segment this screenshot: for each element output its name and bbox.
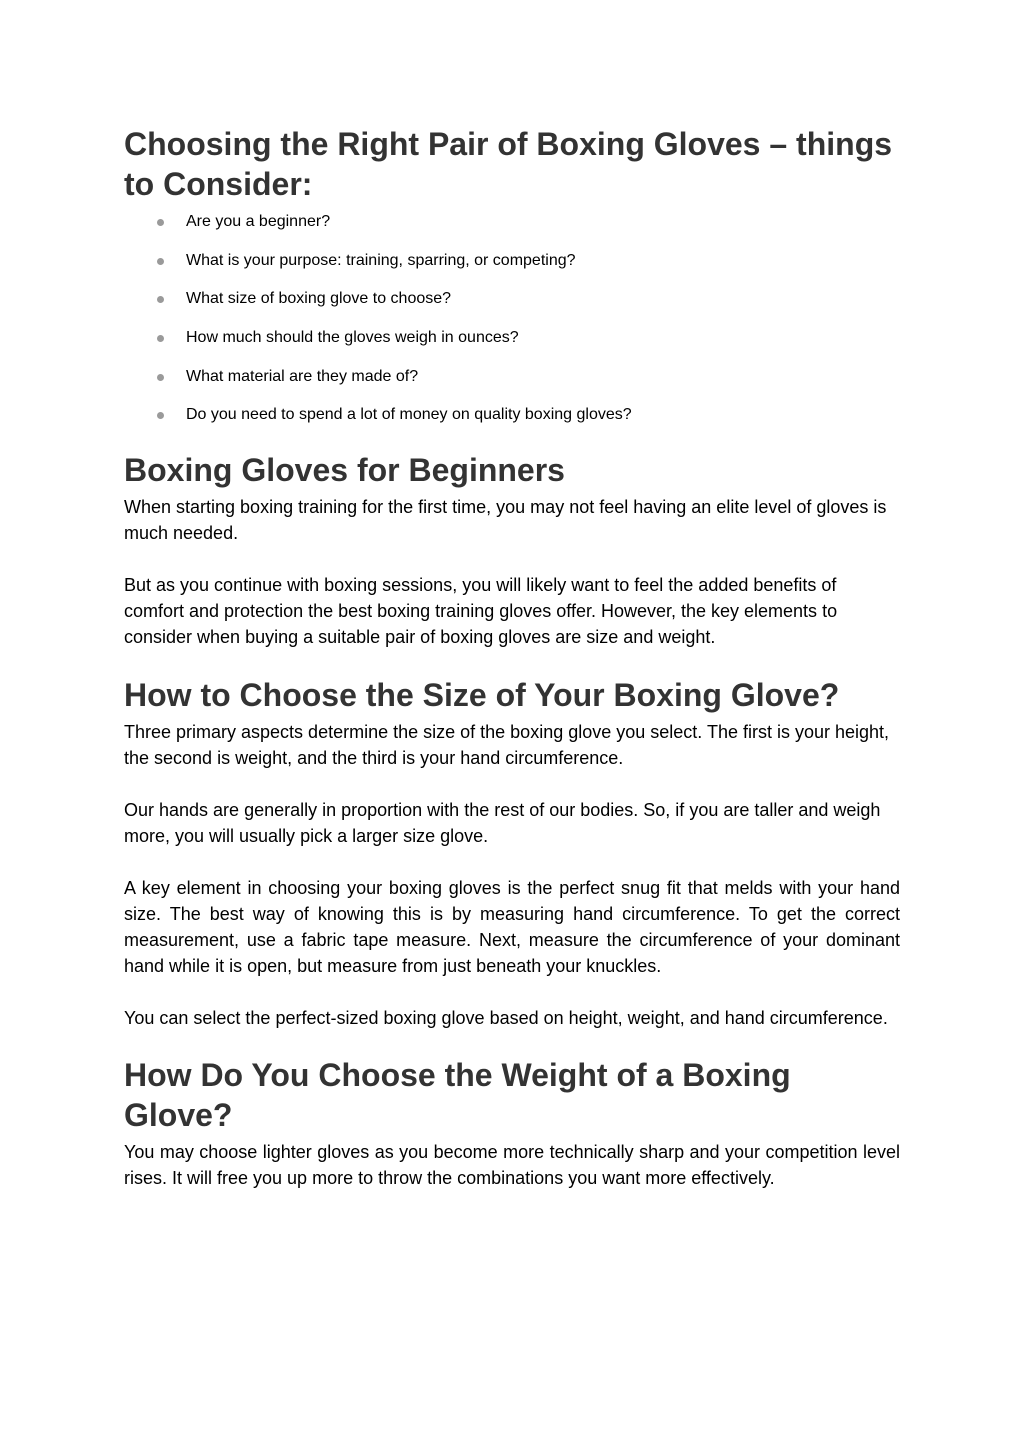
- paragraph: When starting boxing training for the first time, you may not feel having an elite level of gloves is much needed.: [124, 497, 887, 544]
- bullet-icon: [157, 219, 164, 226]
- list-item-text: What size of boxing glove to choose?: [186, 290, 452, 308]
- list-item-text: Are you a beginner?: [186, 213, 331, 230]
- section-heading-weight: How Do You Choose the Weight of a Boxing Glove?: [124, 1057, 791, 1134]
- list-item: [124, 405, 900, 425]
- paragraph: A key element in choosing your boxing gloves is the perfect snug fit that melds with your hand size. The best way of knowing this is by measuring hand circumference. To get the correct measurement, use a fabric tape measure. Next, measure the circumference of your dominant hand while it is open, but measure from just beneath your knuckles.: [124, 878, 900, 977]
- paragraph: You can select the perfect-sized boxing glove based on height, weight, and hand circumference.: [124, 1008, 888, 1029]
- paragraph: But as you continue with boxing sessions, you will likely want to feel the added benefits of comfort and protection the best boxing training gloves offer. However, the key elements to consider when buying a suitable pair of boxing gloves are size and weight.: [124, 575, 838, 648]
- page-title: Choosing the Right Pair of Boxing Gloves – things to Consider:: [124, 126, 893, 202]
- paragraph: You may choose lighter gloves as you become more technically sharp and your competition level rises. It will free you up more to throw the combinations you want more effectively.: [124, 1142, 900, 1189]
- document-page: [124, 124, 900, 1191]
- list-item: [124, 289, 900, 309]
- list-item: [124, 367, 900, 387]
- paragraph: Our hands are generally in proportion with the rest of our bodies. So, if you are taller and weigh more, you will usually pick a larger size glove.: [124, 800, 881, 847]
- bullet-icon: [157, 296, 164, 303]
- bullet-icon: [157, 335, 164, 342]
- section-heading-beginners: Boxing Gloves for Beginners: [124, 452, 565, 489]
- list-item: [124, 328, 900, 348]
- list-item-text: How much should the gloves weigh in ounces?: [186, 329, 519, 347]
- bullet-icon: [157, 258, 164, 265]
- bullet-icon: [157, 412, 164, 419]
- bullet-icon: [157, 374, 164, 381]
- list-item: [124, 212, 900, 232]
- section-heading-size: How to Choose the Size of Your Boxing Glove?: [124, 677, 840, 714]
- list-item-text: Do you need to spend a lot of money on quality boxing gloves?: [186, 406, 632, 424]
- paragraph: Three primary aspects determine the size of the boxing glove you select. The first is your height, the second is weight, and the third is your hand circumference.: [124, 722, 890, 769]
- consideration-list: [124, 212, 900, 425]
- list-item-text: What material are they made of?: [186, 367, 419, 385]
- list-item-text: What is your purpose: training, sparring, or competing?: [186, 251, 576, 269]
- list-item: [124, 251, 900, 271]
